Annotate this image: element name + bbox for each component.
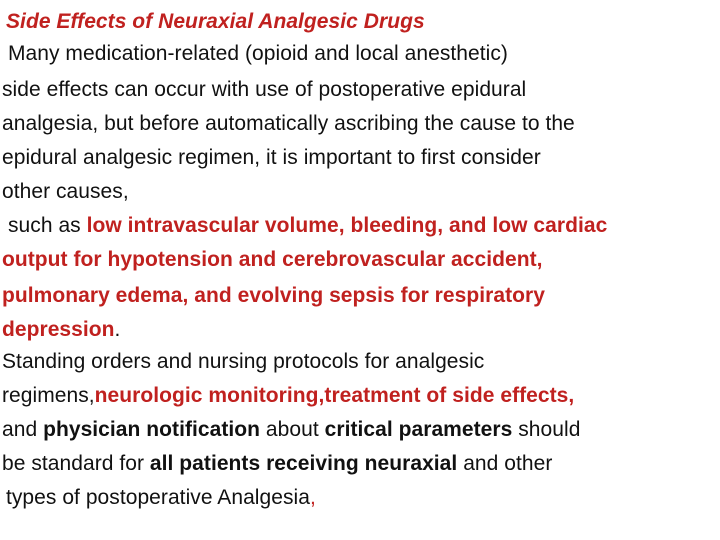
paragraph-3-line-5 — [6, 482, 316, 514]
paragraph-2-line-4 — [2, 314, 120, 346]
slide-title: Side Effects of Neuraxial Analgesic Drugs — [6, 10, 425, 33]
paragraph-3-comma: , — [309, 486, 316, 509]
paragraph-3-should: should — [512, 418, 581, 441]
paragraph-3-and: and — [2, 418, 44, 441]
paragraph-3-line-1: Standing orders and nursing protocols for analgesic — [2, 350, 485, 373]
paragraph-2-line-3: pulmonary edema, and evolving sepsis for respiratory — [2, 284, 545, 307]
paragraph-2-highlight-1: low intravascular volume, bleeding, and low cardiac — [86, 214, 608, 237]
paragraph-2-line-2: output for hypotension and cerebrovascular accident, — [2, 248, 543, 271]
paragraph-3-and-other: and other — [457, 452, 553, 475]
paragraph-1-line-2: side effects can occur with use of postoperative epidural — [2, 78, 527, 101]
paragraph-1-line-3: analgesia, but before automatically ascribing the cause to the — [2, 112, 575, 135]
paragraph-3-line-3 — [2, 414, 580, 446]
paragraph-3-about: about — [260, 418, 325, 441]
paragraph-2-lead: such as — [8, 214, 87, 237]
paragraph-3-lead: regimens, — [2, 384, 95, 407]
paragraph-3-bold-2: critical parameters — [324, 418, 513, 441]
paragraph-3-bold-1: physician notification — [43, 418, 261, 441]
paragraph-3-be-standard: be standard for — [2, 452, 150, 475]
paragraph-2-period: . — [114, 318, 121, 341]
paragraph-1-line-4: epidural analgesic regimen, it is important to first consider — [2, 146, 541, 169]
paragraph-3-line-2 — [2, 380, 574, 412]
paragraph-2-line-1 — [8, 210, 607, 242]
paragraph-1-line-1: Many medication-related (opioid and local anesthetic) — [8, 42, 508, 65]
paragraph-3-highlight: neurologic monitoring,treatment of side effects, — [94, 384, 575, 407]
paragraph-1-line-5: other causes, — [2, 180, 129, 203]
paragraph-3-last: types of postoperative Analgesia — [6, 486, 310, 509]
paragraph-2-highlight-2: depression — [2, 318, 115, 341]
paragraph-3-line-4 — [2, 448, 552, 480]
paragraph-3-bold-3: all patients receiving neuraxial — [149, 452, 458, 475]
